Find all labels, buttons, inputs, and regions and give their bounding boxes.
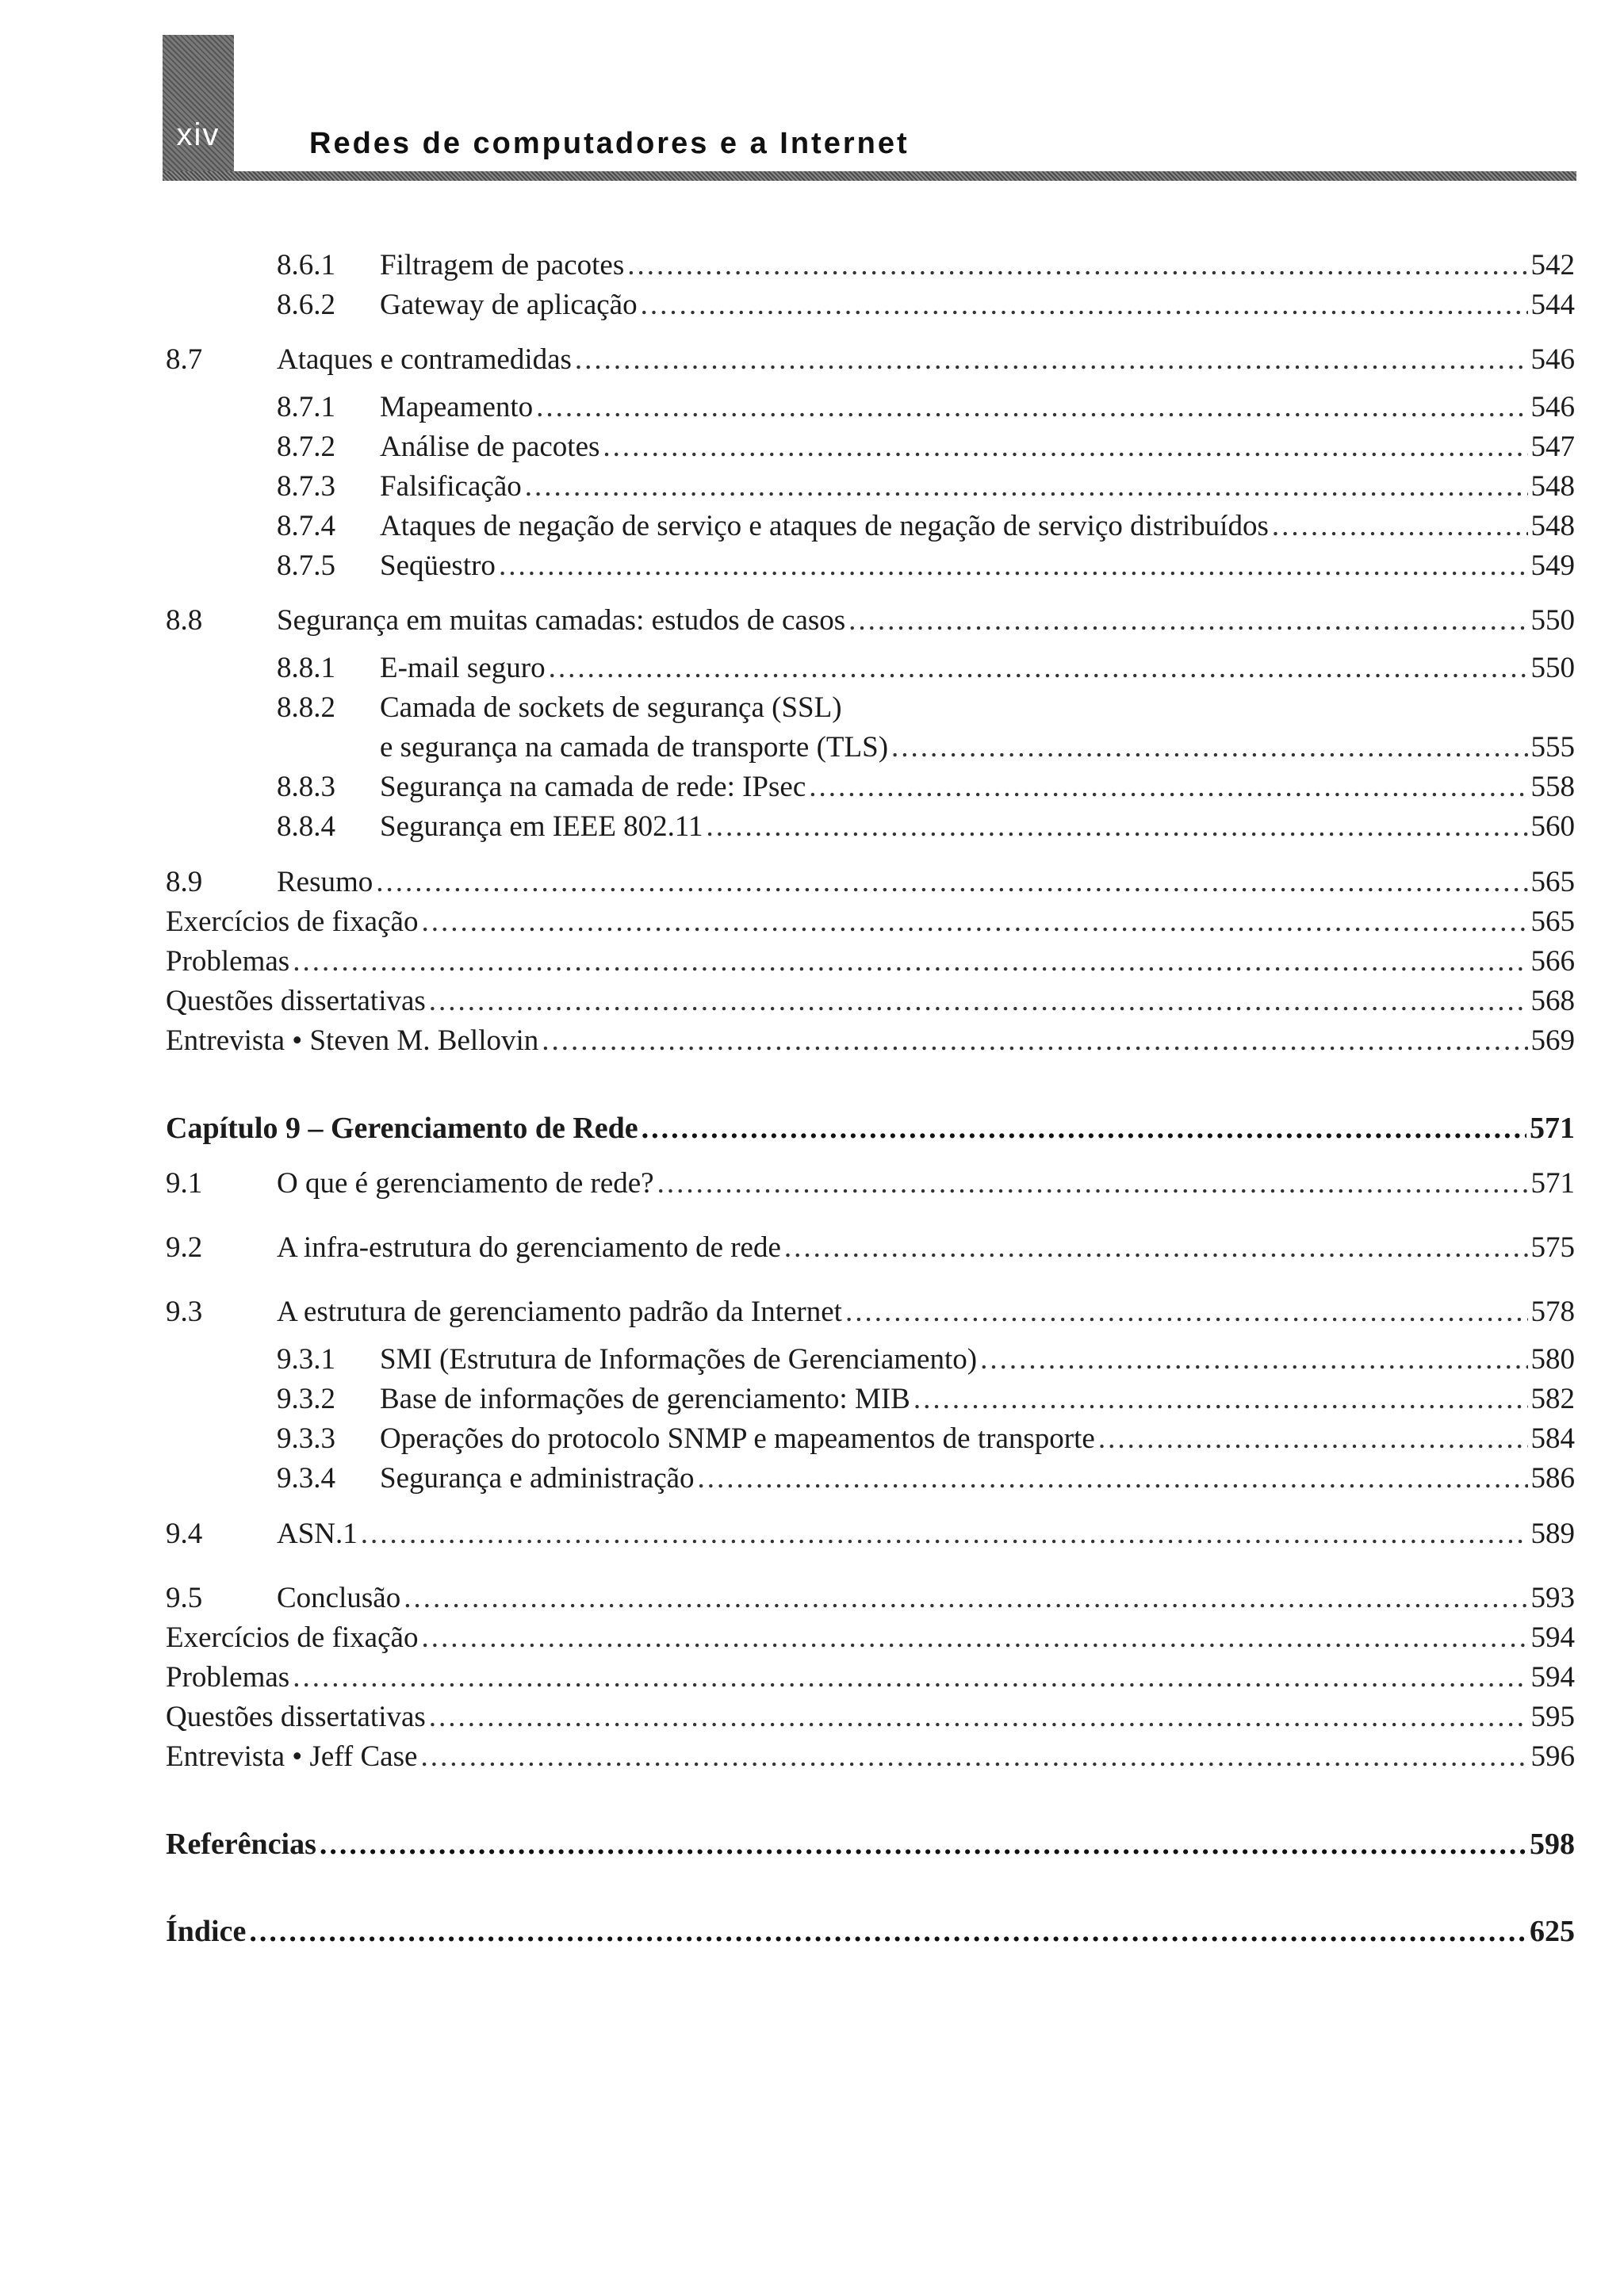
toc-number: 8.9 [166, 866, 203, 898]
toc-page: 594 [1530, 1661, 1575, 1694]
toc-entry [166, 1023, 1575, 1059]
toc-title: Filtragem de pacotes [380, 249, 625, 281]
toc-title: Base de informações de gerenciamento: MIB [380, 1383, 910, 1415]
toc-title: Segurança em IEEE 802.11 [380, 810, 703, 843]
toc-number: 9.4 [166, 1518, 203, 1550]
running-title: Redes de computadores e a Internet [309, 127, 910, 160]
toc-entry-continuation [380, 729, 1575, 766]
toc-leader [784, 1230, 1528, 1266]
toc-leader [603, 429, 1527, 465]
toc-page: 594 [1530, 1621, 1575, 1654]
toc-title: Resumo [277, 866, 373, 898]
toc-leader [429, 1699, 1528, 1736]
toc-leader [845, 1294, 1528, 1330]
toc-title: SMI (Estrutura de Informações de Gerenciamento) [380, 1343, 978, 1376]
toc-number: 8.8.2 [277, 691, 335, 724]
toc-page: 571 [1530, 1112, 1575, 1145]
toc-title: Capítulo 9 – Gerenciamento de Rede [166, 1112, 638, 1145]
toc-entry [166, 1230, 1575, 1266]
toc-title: A infra-estrutura do gerenciamento de rede [277, 1231, 781, 1264]
page-number: xiv [176, 117, 220, 152]
toc-number: 9.1 [166, 1167, 203, 1200]
toc-leader [293, 1659, 1527, 1696]
toc-leader [404, 1580, 1527, 1617]
toc-number: 8.8.3 [277, 771, 335, 803]
toc-entry [166, 1166, 1575, 1202]
toc-entry [166, 1342, 1575, 1378]
toc-entry [166, 1739, 1575, 1775]
toc-leader [657, 1166, 1528, 1202]
toc-leader [320, 1826, 1526, 1862]
toc-number: 9.2 [166, 1231, 203, 1264]
toc-title: ASN.1 [277, 1518, 358, 1550]
toc-number: 9.5 [166, 1582, 203, 1614]
toc-leader [1098, 1421, 1528, 1457]
toc-entry [166, 1620, 1575, 1656]
toc-leader [421, 904, 1527, 940]
toc-entry [166, 650, 1575, 687]
toc-title: Camada de sockets de segurança (SSL) [380, 691, 842, 724]
toc-title: Questões dissertativas [166, 1701, 426, 1733]
toc-entry [166, 1659, 1575, 1696]
toc-number: 9.3.4 [277, 1462, 335, 1495]
toc-page: 575 [1530, 1231, 1575, 1264]
toc-title: Entrevista • Jeff Case [166, 1740, 418, 1773]
toc-title: A estrutura de gerenciamento padrão da Internet [277, 1296, 842, 1328]
toc-title: Referências [166, 1828, 316, 1861]
toc-number: 9.3.1 [277, 1343, 335, 1376]
toc-page: 584 [1530, 1422, 1575, 1455]
toc-entry [166, 508, 1575, 545]
toc-number: 8.7.5 [277, 549, 335, 582]
toc-number: 9.3 [166, 1296, 203, 1328]
toc-page: 598 [1530, 1828, 1575, 1861]
toc-page: 547 [1530, 431, 1575, 463]
toc-title: Conclusão [277, 1582, 401, 1614]
toc-page: 595 [1530, 1701, 1575, 1733]
page-number-tab [163, 35, 234, 181]
toc-entry [166, 809, 1575, 845]
toc-title: Entrevista • Steven M. Bellovin [166, 1024, 539, 1057]
toc-back-matter [166, 1913, 1575, 1950]
toc-entry [166, 1381, 1575, 1418]
toc-entry [166, 247, 1575, 284]
toc-page: 550 [1530, 604, 1575, 637]
toc-leader [698, 1460, 1528, 1497]
toc-leader [641, 287, 1528, 323]
toc-entry [166, 1460, 1575, 1497]
toc-page: 558 [1530, 771, 1575, 803]
toc-title: Segurança e administração [380, 1462, 695, 1495]
toc-entry [166, 1580, 1575, 1617]
toc-page: 568 [1530, 985, 1575, 1017]
toc-page: 544 [1530, 289, 1575, 321]
toc-back-matter [166, 1826, 1575, 1862]
toc-entry [166, 469, 1575, 505]
toc-page: 586 [1530, 1462, 1575, 1495]
toc-leader [376, 864, 1527, 901]
toc-entry [166, 429, 1575, 465]
toc-leader [549, 650, 1528, 687]
toc-page: 582 [1530, 1383, 1575, 1415]
toc-leader [809, 769, 1527, 806]
toc-entry [166, 342, 1575, 378]
toc-page: 571 [1530, 1167, 1575, 1200]
toc-page: 546 [1530, 391, 1575, 423]
toc-page: 580 [1530, 1343, 1575, 1376]
toc-number: 8.7 [166, 343, 203, 376]
toc-entry [166, 690, 1575, 726]
toc-number: 8.8.1 [277, 652, 335, 684]
toc-leader [1272, 508, 1528, 545]
toc-leader [980, 1342, 1527, 1378]
toc-page: 549 [1530, 549, 1575, 582]
toc-entry [166, 1516, 1575, 1552]
toc-title: Mapeamento [380, 391, 534, 423]
toc-page: 566 [1530, 945, 1575, 978]
toc-title: O que é gerenciamento de rede? [277, 1167, 654, 1200]
toc-title-continuation: e segurança na camada de transporte (TLS) [380, 731, 889, 764]
toc-page: 548 [1530, 470, 1575, 503]
toc-leader [642, 1110, 1526, 1146]
toc-number: 8.6.2 [277, 289, 335, 321]
header-rule [163, 171, 1576, 181]
toc-page: 589 [1530, 1518, 1575, 1550]
toc-page: 578 [1530, 1296, 1575, 1328]
toc-leader [525, 469, 1528, 505]
toc-entry [166, 1294, 1575, 1330]
toc-leader [848, 603, 1527, 639]
toc-leader [499, 548, 1528, 584]
toc-entry [166, 904, 1575, 940]
toc-page: 560 [1530, 810, 1575, 843]
toc-title: Questões dissertativas [166, 985, 426, 1017]
toc-page: 596 [1530, 1740, 1575, 1773]
toc-title: Ataques de negação de serviço e ataques de negação de serviço distribuídos [380, 510, 1269, 542]
toc-page: 548 [1530, 510, 1575, 542]
toc-page: 555 [1530, 731, 1575, 764]
toc-leader [536, 389, 1527, 426]
toc-number: 8.7.1 [277, 391, 335, 423]
toc-title: Segurança na camada de rede: IPsec [380, 771, 806, 803]
toc-leader [249, 1913, 1526, 1950]
toc-leader [575, 342, 1528, 378]
toc-leader [914, 1381, 1528, 1418]
toc-title: Índice [166, 1915, 247, 1948]
toc-title: E-mail seguro [380, 652, 546, 684]
toc-title: Análise de pacotes [380, 431, 600, 463]
toc-number: 9.3.2 [277, 1383, 335, 1415]
toc-leader [361, 1516, 1528, 1552]
toc-number: 8.8 [166, 604, 203, 637]
toc-page: 550 [1530, 652, 1575, 684]
toc-page: 569 [1530, 1024, 1575, 1057]
toc-page: 565 [1530, 866, 1575, 898]
toc-entry [166, 983, 1575, 1020]
toc-leader [420, 1739, 1527, 1775]
toc-entry [166, 389, 1575, 426]
toc-entry [166, 944, 1575, 980]
toc-entry [166, 287, 1575, 323]
toc-leader [293, 944, 1527, 980]
toc-page: 625 [1530, 1915, 1575, 1948]
toc-number: 9.3.3 [277, 1422, 335, 1455]
toc-entry [166, 864, 1575, 901]
toc-page: 546 [1530, 343, 1575, 376]
toc-title: Problemas [166, 1661, 290, 1694]
toc-title: Segurança em muitas camadas: estudos de casos [277, 604, 846, 637]
toc-entry [166, 769, 1575, 806]
toc-page: 565 [1530, 905, 1575, 938]
toc-title: Operações do protocolo SNMP e mapeamentos de transporte [380, 1422, 1095, 1455]
toc-leader [707, 809, 1528, 845]
toc-number: 8.6.1 [277, 249, 335, 281]
toc-entry [166, 603, 1575, 639]
toc-leader [429, 983, 1528, 1020]
toc-number: 8.7.2 [277, 431, 335, 463]
toc-entry [166, 1421, 1575, 1457]
toc-leader [542, 1023, 1527, 1059]
toc-page: 542 [1530, 249, 1575, 281]
toc-title: Ataques e contramedidas [277, 343, 572, 376]
toc-leader [421, 1620, 1527, 1656]
toc-title: Problemas [166, 945, 290, 978]
toc-title: Gateway de aplicação [380, 289, 638, 321]
toc-chapter-heading [166, 1110, 1575, 1146]
toc-number: 8.8.4 [277, 810, 335, 843]
toc-entry [166, 1699, 1575, 1736]
toc-leader [627, 247, 1527, 284]
toc-number: 8.7.4 [277, 510, 335, 542]
toc-leader [891, 729, 1527, 766]
toc-number: 8.7.3 [277, 470, 335, 503]
toc-title: Exercícios de fixação [166, 905, 419, 938]
toc-title: Falsificação [380, 470, 522, 503]
toc-entry [166, 548, 1575, 584]
toc-page: 593 [1530, 1582, 1575, 1614]
toc-title: Seqüestro [380, 549, 496, 582]
toc-title: Exercícios de fixação [166, 1621, 419, 1654]
